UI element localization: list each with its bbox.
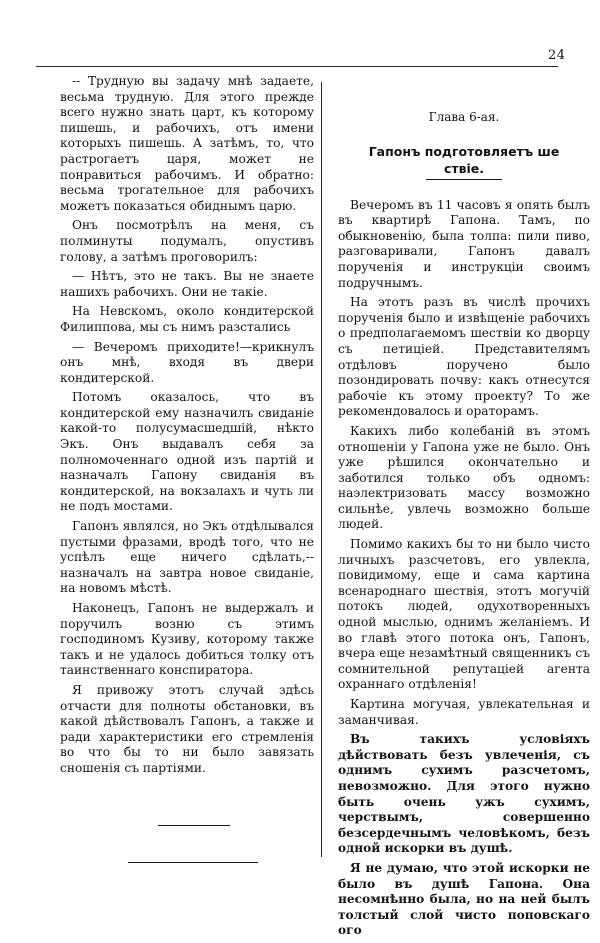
chapter-title: [338, 143, 590, 177]
left-paragraph: Онъ посмотрѣлъ на меня, съ полминуты подумалъ, опустивъ голову, а затѣмъ проговорилъ:: [60, 218, 314, 264]
left-paragraph: Я привожу этотъ случай здѣсь отчасти для полноты обстановки, въ какой дѣйствовалъ Гапонъ, а также и ради характеристики его стремленія во что бы то ни было завязать сношенія съ партіями.: [60, 682, 314, 775]
right-paragraph: Картина могучая, увлекательная и заманчивая.: [338, 697, 590, 727]
chapter-title-line2: ствіе.: [443, 160, 485, 176]
column-divider: [321, 82, 322, 857]
left-paragraph: — Нѣтъ, это не такъ. Вы не знаете нашихъ рабочихъ. Они не такіе.: [60, 269, 314, 299]
left-paragraph: — Вечеромъ приходите!—крикнулъ онъ мнѣ, входя въ двери кондитерской.: [60, 339, 314, 385]
right-column: [338, 74, 590, 943]
right-paragraph: На этотъ разъ въ числѣ прочихъ порученія было и извѣщеніе рабочихъ о предполагаемомъ шествіи ко дворцу съ петиціей. Представителямъ отдѣловъ поручено было позондировать почву: какъ отнесутся рабочіе къ этому проекту? То же рекомендовалось и ораторамъ.: [338, 295, 590, 419]
left-paragraph: Потомъ оказалось, что въ кондитерской ему назначилъ свиданіе какой-то полусумасшедшій, нѣкто Экъ. Онъ выдавалъ себя за полномоченнаго одной изъ партій и назначалъ Гапону свиданія въ кондитерской, на вокзалахъ и чуть ли не подъ мостами.: [60, 390, 314, 514]
section-end-rule-lower: [128, 862, 258, 863]
section-end-rule: [158, 825, 230, 826]
left-paragraph: -- Трудную вы задачу мнѣ задаете, весьма трудную. Для этого прежде всего нужно знать царт, къ которому пишешь, и рабочихъ, отъ имени которыхъ пишешь. А затѣмъ, то, что растрогаетъ царя, может не понравиться рабочимъ. И обратно: весьма трогательное для рабочихъ можетъ показаться обиднымъ царю.: [60, 74, 314, 213]
page-number: 24: [548, 48, 566, 63]
chapter-title-line1: Гапонъ подготовляетъ ше: [368, 143, 560, 159]
right-paragraph: Помимо какихъ бы то ни было чисто личныхъ разсчетовъ, его увлекла, повидимому, еще и сама картина всенароднаго шествія, этотъ могучій потокъ людей, одухотворенныхъ одной мыслью, однимъ желаніемъ. И во главѣ этого потока онъ, Гапонъ, вчера еще незамѣтный священникъ съ сомнительной репутаціей агента охраннаго отдѣленія!: [338, 537, 590, 692]
right-paragraph: Какихъ либо колебаній въ этомъ отношеніи у Гапона уже не было. Онъ уже рѣшился окончательно и заботился только объ одномъ: наэлектризовать массу возможно сильнѣе, увлечь возможно больше людей.: [338, 423, 590, 532]
right-paragraph-bold: Въ такихъ условіяхъ дѣйствовать безъ увлеченія, съ однимъ сухимъ разсчетомъ, невозможно. Для этого нужно быть очень ужъ сухимъ, черствымъ, совершенно безсердечнымъ человѣкомъ, безъ одной искорки въ душѣ.: [338, 732, 590, 856]
right-paragraph-bold: Я не думаю, что этой искорки не было въ душѣ Гапона. Она несомнѣнно была, но на ней былъ толстый слой чисто поповскаго ого: [338, 860, 590, 938]
chapter-label: Глава 6-ая.: [428, 110, 500, 124]
left-paragraph: На Невскомъ, около кондитерской Филиппова, мы съ нимъ разстались: [60, 304, 314, 334]
chapter-title-rule: [426, 179, 502, 180]
header-rule: [36, 66, 558, 67]
left-column: [60, 74, 314, 781]
left-paragraph: Гапонъ являлся, но Экъ отдѣлывался пустыми фразами, вродѣ того, что не успѣлъ еще ничего сдѣлать,--назначалъ на завтра новое свиданіе, на новомъ мѣстѣ.: [60, 519, 314, 596]
right-paragraph: Вечеромъ въ 11 часовъ я опять былъ въ квартирѣ Гапона. Тамъ, по обыкновенію, была толпа: пили пиво, разговаривали, Гапонъ давалъ порученія и инструкціи своимъ подручнымъ.: [338, 197, 590, 290]
left-paragraph: Наконецъ, Гапонъ не выдержалъ и поручилъ возню съ этимъ господиномъ Кузиву, которому также такъ и не удалось добиться толку отъ таинственнаго конспиратора.: [60, 601, 314, 678]
